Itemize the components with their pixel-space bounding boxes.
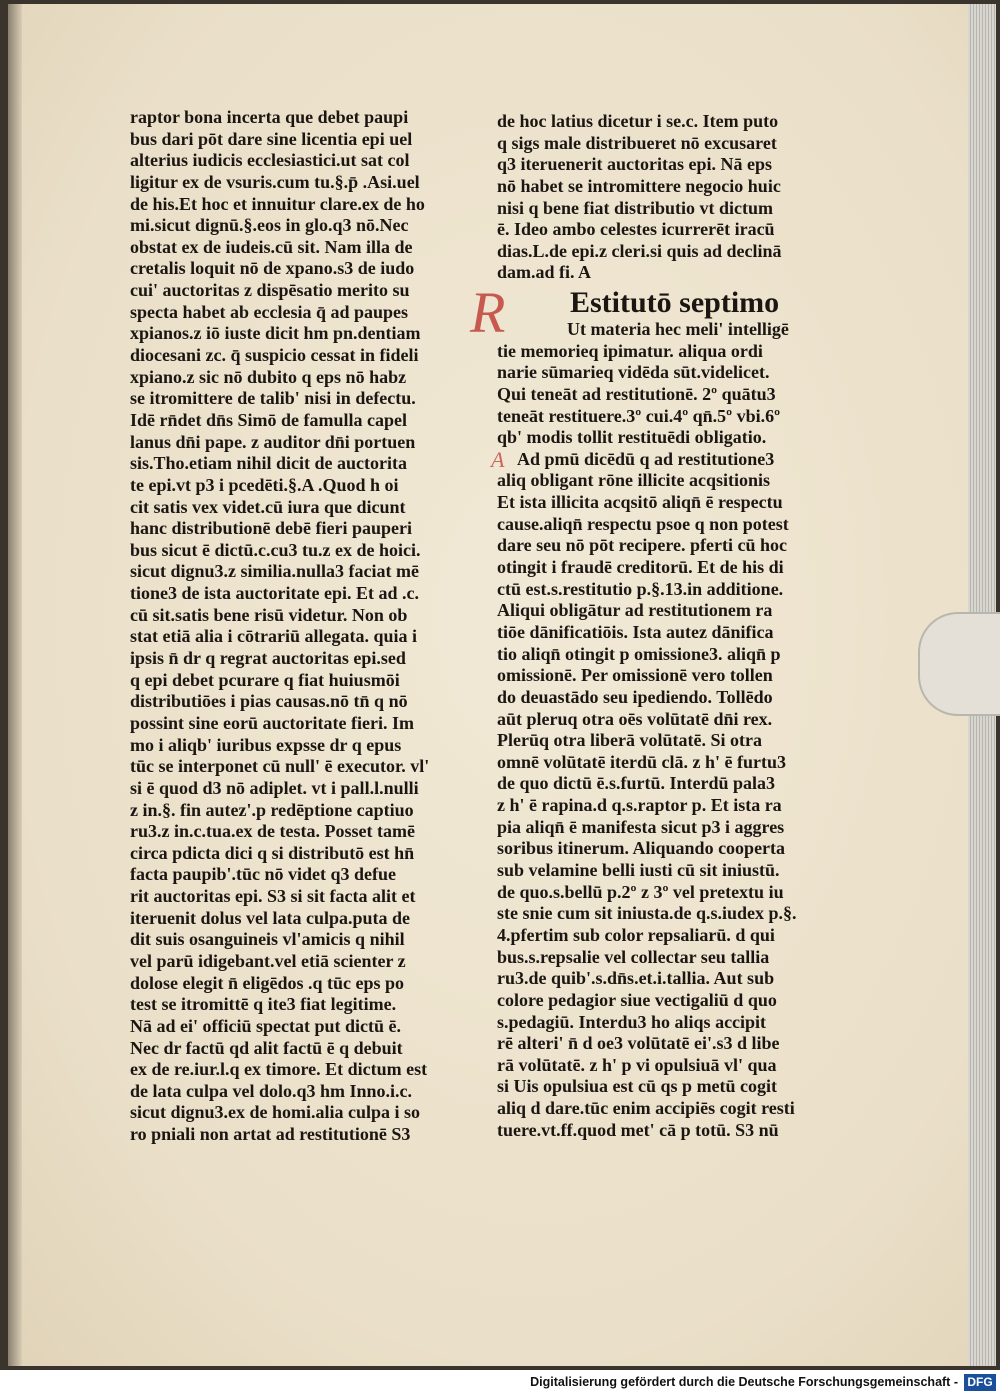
text-line: de hoc latius dicetur i se.c. Item puto: [497, 111, 779, 131]
text-line: aliq obligant rōne illicite acqsitionis: [497, 470, 771, 491]
text-line: si Uis opulsiua est cū qs p metū cogit: [497, 1076, 778, 1097]
text-line: ru3.de quib'.s.dn̄s.et.i.tallia. Aut sub: [497, 968, 775, 989]
page-gutter: [8, 4, 22, 1366]
section-heading: Estitutō septimo: [570, 286, 780, 319]
text-line: rē alteri' n̄ d oe3 volūtatē ei'.s3 d libe: [497, 1033, 780, 1054]
text-line: otingit i fraudē creditorū. Et de his di: [497, 557, 784, 578]
text-line: omissionē. Per omissionē vero tollen: [497, 665, 773, 686]
text-line: alterius iudicis ecclesiastici.ut sat col: [130, 150, 410, 171]
text-line: ctū est.s.restitutio p.§.13.in additione.: [497, 578, 784, 599]
text-line: narie sūmarieq vidēda sūt.videlicet.: [497, 362, 770, 383]
text-line: de quo.s.bellū p.2º z 3º vel pretextu iu: [497, 881, 784, 902]
text-line: rit auctoritas epi. S3 si sit facta alit et: [130, 886, 416, 907]
text-line: ligitur ex de vsuris.cum tu.§.p̄ .Asi.uel: [130, 171, 420, 192]
text-line: 4.pfertim sub color repsaliarū. d qui: [497, 924, 775, 945]
text-line: ru3.z in.c.tua.ex de testa. Posset tamē: [130, 821, 415, 842]
text-line: aliq d dare.tūc enim accipiēs cogit resti: [497, 1098, 795, 1119]
text-line: qb' modis tollit restituēdi obligatio.: [497, 427, 767, 448]
text-line: dam.ad fi. A: [497, 262, 592, 283]
text-line: cause.aliqn̄ respectu psoe q non potest: [497, 513, 789, 534]
text-line: mo i aliqb' iuribus expsse dr q epus: [130, 734, 402, 755]
book-page: [8, 4, 968, 1366]
funding-notice: Digitalisierung gefördert durch die Deutsche Forschungsgemeinschaft -: [530, 1375, 958, 1389]
text-line: circa pdicta dici q si distributō est hn̄: [130, 842, 415, 863]
text-line: distributiōes i pias causas.nō tn̄ q nō: [130, 691, 408, 712]
text-line: nō habet se intromittere negocio huic: [497, 175, 781, 196]
rubricated-initial-a: A: [491, 447, 505, 472]
text-line: tione3 de ista auctoritate epi. Et ad .c.: [130, 583, 419, 604]
text-line: test se itromittē q ite3 fiat legitime.: [130, 994, 397, 1015]
text-line: sicut dignu3.z similia.nulla3 faciat mē: [130, 561, 420, 582]
text-line: cretalis loquit nō de xpano.s3 de iudo: [130, 258, 415, 279]
text-line: q epi debet pcurare q fiat huiusmōi: [130, 669, 400, 690]
text-line: ē. Ideo ambo celestes icurrerēt iracū: [497, 219, 775, 240]
text-line: dare seu nō pōt recipere. pferti cū hoc: [497, 535, 787, 556]
text-line: colore pedagior siue vectigaliū d quo: [497, 989, 777, 1010]
text-line: ipsis n̄ dr q regrat auctoritas epi.sed: [130, 648, 406, 669]
text-line: do deuastādo seu ipediendo. Tollēdo: [497, 686, 773, 707]
text-line: ex de re.iur.l.q ex timore. Et dictum est: [130, 1059, 428, 1080]
text-line: si ē quod d3 nō adiplet. vt i pall.l.nulli: [130, 777, 419, 798]
text-line: bus sicut ē dictū.c.cu3 tu.z ex de hoici.: [130, 539, 421, 560]
book-clasp: [918, 612, 1000, 716]
text-line: Nec dr factū qd alit factū ē q debuit: [130, 1037, 403, 1058]
text-line: stat etiā alia i cōtrariū allegata. quia i: [130, 626, 417, 647]
text-line: Plerūq otra liberā volūtatē. Si otra: [497, 730, 762, 751]
text-line: pia aliqn̄ ē manifesta sicut p3 i aggres: [497, 816, 785, 837]
text-line: ste snie cum sit iniusta.de q.s.iudex p.§.: [497, 903, 797, 924]
text-line: z h' ē rapina.d q.s.raptor p. Et ista ra: [497, 795, 782, 816]
text-line: cū sit.satis bene risū videtur. Non ob: [130, 604, 408, 625]
text-line: cit satis vex videt.cū iura que dicunt: [130, 496, 406, 517]
text-line: rā volūtatē. z h' p vi opulsiuā vl' qua: [497, 1054, 777, 1075]
text-line: de his.Et hoc et innuitur clare.ex de ho: [130, 193, 425, 214]
text-line: q3 iteruenerit auctoritas epi. Nā eps: [497, 154, 772, 175]
text-line: lanus dn̄i pape. z auditor dn̄i portuen: [130, 431, 416, 452]
text-line: dolose elegit n̄ eligēdos .q tūc eps po: [130, 972, 405, 993]
text-line: facta paupib'.tūc nō videt q3 defue: [130, 864, 397, 885]
text-line: nisi q bene fiat distributio vt dictum: [497, 197, 774, 218]
text-line: Ut materia hec meli' intelligē: [567, 319, 789, 339]
text-line: de quo dictū ē.s.furtū. Interdū pala3: [497, 773, 776, 794]
text-line: teneāt restituere.3º cui.4º qn̄.5º vbi.6º: [497, 405, 781, 426]
text-line: possint sine eorū auctoritate fieri. Im: [130, 712, 414, 733]
text-line: omnē volūtatē iterdū clā. z h' ē furtu3: [497, 751, 786, 772]
text-line: q sigs male distribueret nō excusaret: [497, 132, 777, 153]
text-line: sub velamine belli iusti cū sit iniustū.: [497, 860, 780, 881]
rubricated-initial-r: R: [470, 280, 506, 345]
text-line: tiōe dānificatiōis. Ista autez dānifica: [497, 621, 774, 642]
text-line: aūt pleruq otra oēs volūtatē dn̄i rex.: [497, 708, 773, 729]
footer-bar: [0, 1370, 1000, 1396]
text-line: obstat ex de iudeis.cū sit. Nam illa de: [130, 236, 413, 257]
text-line: Ad pmū dicēdū q ad restitutione3: [517, 448, 775, 469]
text-line: tūc se interponet cū null' ē executor. vl': [130, 756, 430, 777]
text-line: hanc distributionē debē fieri pauperi: [130, 518, 413, 539]
text-line: se itromittere de talib' nisi in defectu.: [130, 388, 416, 409]
text-line: Nā ad ei' officiū spectat put dictū ē.: [130, 1015, 401, 1036]
text-line: xpianos.z iō iuste dicit hm pn.dentiam: [130, 323, 421, 344]
text-line: tio aliqn̄ otingit p omissione3. aliqn̄ p: [497, 643, 781, 664]
text-line: Aliqui obligātur ad restitutionem ra: [497, 600, 773, 621]
text-line: raptor bona incerta que debet paupi: [130, 107, 409, 127]
text-line: Idē rn̄det dn̄s Simō de famulla capel: [130, 409, 408, 430]
text-line: vel parū idigebant.vel etiā scienter z: [130, 950, 406, 971]
text-line: sicut dignu3.ex de homi.alia culpa i so: [130, 1102, 421, 1123]
left-text-column: [130, 107, 429, 1146]
text-line: tie memorieq ipimatur. aliqua ordi: [497, 340, 763, 361]
text-line: tuere.vt.ff.quod met' cā p totū. S3 nū: [497, 1119, 779, 1140]
text-line: xpiano.z sic nō dubito q eps nō habz: [130, 366, 407, 387]
text-line: Et ista illicita acqsitō aliqn̄ ē respectu: [497, 492, 783, 513]
text-line: z in.§. fin autez'.p redēptione captiuo: [130, 799, 414, 820]
text-line: cui' auctoritas z dispēsatio merito su: [130, 280, 410, 301]
text-line: ro pniali non artat ad restitutionē S3: [130, 1124, 411, 1145]
text-line: iteruenit dolus vel lata culpa.puta de: [130, 907, 411, 928]
text-line: specta habet ab ecclesia q̄ ad paupes: [130, 301, 409, 322]
text-line: dias.L.de epi.z cleri.si quis ad declinā: [497, 240, 782, 261]
right-text-column-top: [497, 111, 782, 284]
text-line: bus.s.repsalie vel collectar seu tallia: [497, 946, 770, 967]
text-line: Qui teneāt ad restitutionē. 2º quātu3: [497, 383, 776, 404]
text-line: dit suis osanguineis vl'amicis q nihil: [130, 929, 405, 950]
text-line: te epi.vt p3 i pcedēti.§.A .Quod h oi: [130, 474, 399, 495]
text-line: s.pedagiū. Interdu3 ho aliqs accipit: [497, 1011, 767, 1032]
text-line: mi.sicut dignū.§.eos in glo.q3 nō.Nec: [130, 215, 409, 236]
text-line: soribus itinerum. Aliquando cooperta: [497, 838, 786, 859]
dfg-logo[interactable]: DFG: [964, 1374, 996, 1391]
text-line: de lata culpa vel dolo.q3 hm Inno.i.c.: [130, 1080, 413, 1101]
text-line: bus dari pōt dare sine licentia epi uel: [130, 128, 413, 149]
right-text-column-bottom: [497, 319, 797, 1141]
text-line: diocesani zc. q̄ suspicio cessat in fideli: [130, 345, 419, 366]
text-line: sis.Tho.etiam nihil dicit de auctorita: [130, 453, 408, 474]
